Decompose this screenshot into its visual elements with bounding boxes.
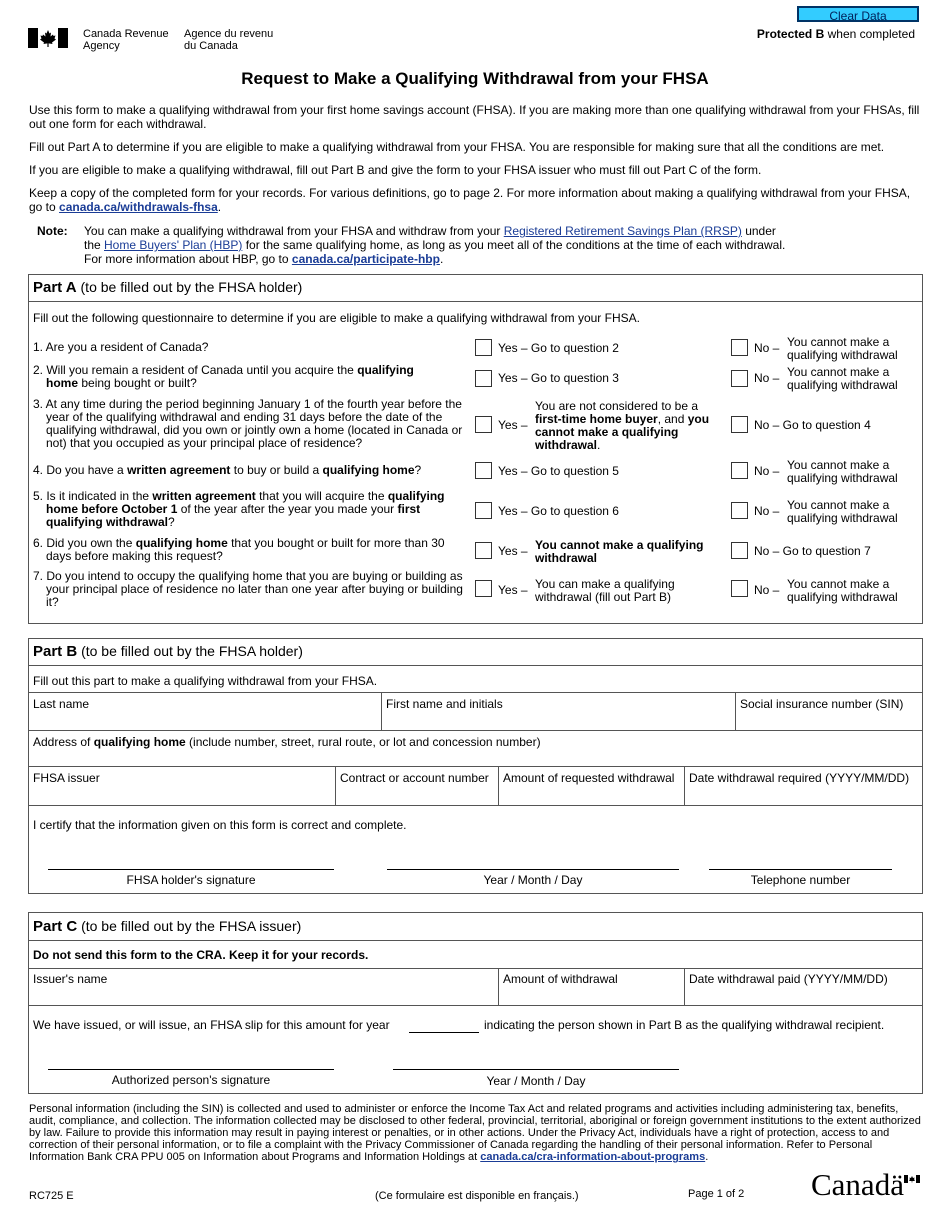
- q6-text-c: that you bought or built for more than 30 days before making this request?: [46, 536, 445, 563]
- issuer-date-line[interactable]: [393, 1069, 679, 1070]
- q4-no-checkbox[interactable]: [731, 462, 748, 479]
- note-l1-end: under: [741, 224, 776, 238]
- q2-text-b: qualifying: [357, 363, 414, 377]
- issuer-name-label: Issuer's name: [33, 972, 108, 986]
- wordmark-end: ä: [890, 1167, 904, 1202]
- q5-no-label: No –: [754, 504, 780, 518]
- canada-flag-icon: [28, 28, 68, 48]
- question-5: [33, 490, 466, 529]
- rrsp-link[interactable]: Registered Retirement Savings Plan (RRSP): [503, 224, 742, 238]
- address-label-c: (include number, street, rural route, or lot and concession number): [185, 735, 541, 749]
- canada-wordmark: [811, 1168, 904, 1202]
- q1-no-result: [787, 336, 898, 362]
- privacy-notice: [29, 1103, 924, 1163]
- q3-yes-checkbox[interactable]: [475, 416, 492, 433]
- q4-text-d: qualifying home: [322, 463, 415, 477]
- french-availability: (Ce formulaire est disponible en français.): [375, 1190, 579, 1202]
- agency-en-line1: Canada Revenue: [83, 28, 169, 40]
- protected-status: [757, 27, 915, 41]
- q3-yes-result-a: You are not considered to be a: [535, 399, 699, 413]
- withdrawals-fhsa-link[interactable]: canada.ca/withdrawals-fhsa: [59, 200, 218, 214]
- holder-date-line[interactable]: [387, 869, 679, 870]
- q7-yes-result-l1: You can make a qualifying: [535, 577, 675, 591]
- authorized-signature-line[interactable]: [48, 1069, 334, 1070]
- question-6: [33, 537, 466, 563]
- part-a-instruction: Fill out the following questionnaire to determine if you are eligible to make a qualifying withdrawal from your FHSA.: [33, 311, 640, 325]
- intro-p4-text: Keep a copy of the completed form for your records. For various definitions, go to page 2. For more information about making a qualifying withdrawal from your FHSA, go to: [29, 186, 911, 214]
- q7-yes-checkbox[interactable]: [475, 580, 492, 597]
- q2-no-checkbox[interactable]: [731, 370, 748, 387]
- sin-field[interactable]: [737, 711, 921, 728]
- address-label: [33, 735, 541, 749]
- issuer-name-field[interactable]: [30, 986, 496, 1004]
- q5-text-e: of the year after the year you made your: [177, 502, 398, 516]
- requested-amount-label: Amount of requested withdrawal: [503, 771, 675, 785]
- note-l3-end: .: [439, 252, 444, 266]
- page-number: Page 1 of 2: [688, 1188, 745, 1200]
- q2-text-c: home: [46, 376, 79, 390]
- q3-no-checkbox[interactable]: [731, 416, 748, 433]
- part-a-heading: [33, 279, 302, 296]
- q4-no-result-l2: qualifying withdrawal: [787, 471, 898, 485]
- date-required-label: Date withdrawal required (YYYY/MM/DD): [689, 771, 910, 785]
- part-a-subtitle: (to be filled out by the FHSA holder): [76, 279, 303, 295]
- agency-fr-line2: du Canada: [184, 40, 238, 52]
- note-label: Note:: [37, 224, 68, 238]
- q2-no-result: [787, 366, 898, 392]
- q5-text-d: qualifying home before October 1: [46, 489, 445, 516]
- holder-signature-label: FHSA holder's signature: [126, 873, 256, 887]
- q7-no-result: [787, 578, 898, 604]
- q5-yes-checkbox[interactable]: [475, 502, 492, 519]
- q5-no-result: [787, 499, 898, 525]
- question-2: [33, 364, 463, 390]
- question-4: [33, 464, 463, 477]
- note-line2: [84, 238, 924, 252]
- q5-no-result-l1: You cannot make a: [787, 498, 890, 512]
- page-title: Request to Make a Qualifying Withdrawal from your FHSA: [241, 69, 709, 88]
- protected-level: Protected B: [756, 27, 825, 41]
- part-c-warning: Do not send this form to the CRA. Keep it for your records.: [33, 948, 369, 962]
- question-7: 7. Do you intend to occupy the qualifying home that you are buying or building as your principal place of residence no later than one year after buying or building it?: [33, 569, 463, 609]
- holder-signature-line[interactable]: [48, 869, 334, 870]
- q3-yes-result-c: , and: [657, 412, 688, 426]
- certify-text: I certify that the information given on this form is correct and complete.: [33, 818, 407, 832]
- q5-text-a: 5. Is it indicated in the: [33, 489, 153, 503]
- agency-name-en: [83, 28, 169, 52]
- q4-no-result: [787, 459, 898, 485]
- q6-no-checkbox[interactable]: [731, 542, 748, 559]
- requested-amount-field[interactable]: [500, 786, 682, 804]
- q5-text-g: ?: [168, 515, 175, 529]
- contract-label: Contract or account number: [340, 771, 489, 785]
- telephone-label: Telephone number: [750, 873, 851, 887]
- last-name-field[interactable]: [30, 711, 379, 728]
- q6-text-a: 6. Did you own the: [33, 536, 136, 550]
- q4-text-e: ?: [414, 463, 422, 477]
- intro-section: [29, 103, 924, 214]
- authorized-signature-label: Authorized person's signature: [111, 1073, 271, 1087]
- q6-yes-checkbox[interactable]: [475, 542, 492, 559]
- part-a-title: Part A: [33, 279, 77, 296]
- withdrawal-amount-label: Amount of withdrawal: [503, 972, 618, 986]
- date-paid-field[interactable]: [686, 986, 921, 1004]
- q5-text-c: that you will acquire the: [255, 489, 388, 503]
- intro-p3: If you are eligible to make a qualifying withdrawal, fill out Part B and give the form to your FHSA issuer who must fill out Part C of the form.: [29, 163, 762, 177]
- part-c-heading: [33, 918, 301, 935]
- q5-text-b: written agreement: [152, 489, 256, 503]
- q1-no-label: No –: [754, 341, 780, 355]
- q2-no-result-l2: qualifying withdrawal: [787, 378, 898, 392]
- first-name-label: First name and initials: [386, 697, 503, 711]
- contract-field[interactable]: [337, 786, 496, 804]
- agency-name-fr: [184, 28, 273, 52]
- q7-no-label: No –: [754, 583, 780, 597]
- agency-fr-line1: Agence du revenu: [184, 28, 274, 40]
- part-b-title: Part B: [33, 643, 78, 660]
- q5-text-f: first qualifying withdrawal: [46, 502, 421, 529]
- part-b-heading: [33, 643, 303, 660]
- q2-text-a: 2. Will you remain a resident of Canada until you acquire the: [33, 363, 358, 377]
- q7-no-result-l1: You cannot make a: [787, 577, 890, 591]
- q6-yes-label: Yes –: [498, 544, 528, 558]
- q2-yes-checkbox[interactable]: [475, 370, 492, 387]
- q7-yes-label: Yes –: [498, 583, 528, 597]
- form-number: RC725 E: [29, 1190, 74, 1202]
- q4-text-a: 4. Do you have a: [33, 463, 128, 477]
- q6-no-label: No – Go to question 7: [754, 544, 871, 558]
- intro-p2: Fill out Part A to determine if you are eligible to make a qualifying withdrawal from your FHSA. You are responsible for making sure that all the conditions are met.: [29, 140, 885, 154]
- first-name-field[interactable]: [383, 711, 733, 728]
- protected-rest: when completed: [824, 27, 915, 41]
- telephone-line[interactable]: [709, 869, 892, 870]
- wordmark-text: Canad: [811, 1167, 891, 1202]
- intro-p1: Use this form to make a qualifying withdrawal from your first home savings account (FHSA). If you are making more than one qualifying withdrawal from your FHSAs, fill out one form for each withdrawal.: [29, 103, 920, 131]
- q7-yes-result-l2: withdrawal (fill out Part B): [535, 590, 672, 604]
- q1-yes-label: Yes – Go to question 2: [498, 341, 619, 355]
- issued-text-pre: We have issued, or will issue, an FHSA slip for this amount for year: [33, 1018, 390, 1032]
- q3-yes-result-e: .: [597, 438, 601, 452]
- intro-p4: [29, 186, 924, 214]
- q7-no-result-l2: qualifying withdrawal: [787, 590, 898, 604]
- q4-no-result-l1: You cannot make a: [787, 458, 890, 472]
- part-b-instruction: Fill out this part to make a qualifying withdrawal from your FHSA.: [33, 674, 378, 688]
- wordmark-flag-icon: [904, 1172, 920, 1186]
- q4-text-b: written agreement: [127, 463, 231, 477]
- q2-no-label: No –: [754, 371, 780, 385]
- issuer-field[interactable]: [30, 786, 333, 804]
- q3-yes-result-b: first-time home buyer: [535, 412, 658, 426]
- q4-yes-label: Yes – Go to question 5: [498, 464, 619, 478]
- q4-yes-checkbox[interactable]: [475, 462, 492, 479]
- q3-yes-result: [535, 400, 725, 452]
- date-paid-label: Date withdrawal paid (YYYY/MM/DD): [689, 972, 888, 986]
- privacy-end: .: [705, 1151, 709, 1163]
- note-l3-text: For more information about HBP, go to: [84, 252, 292, 266]
- note-l2-end: for the same qualifying home, as long as you meet all of the conditions at the time of each withdrawal.: [242, 238, 786, 252]
- note-l2-text: the: [84, 238, 105, 252]
- q1-no-result-l1: You cannot make a: [787, 335, 890, 349]
- note-l1-text: You can make a qualifying withdrawal from your FHSA and withdraw from your: [84, 224, 504, 238]
- privacy-text: Personal information (including the SIN) is collected and used to administer or enforce the Income Tax Act and related programs and activities including administering tax, benefits, audit, compliance, and collection. The information collected may be disclosed to other federal, provincial, territorial, aboriginal or foreign government institutions to the extent authorized by law. Failure to provide this information may result in paying interest or penalties, or in other actions. Under the Privacy Act, individuals have a right of protection, access to and correction of their personal information, or to file a complaint with the Privacy Commissioner of Canada regarding the handling of their personal information. Refer to Personal Information Bank CRA PPU 005 on Information about Programs and Information Holdings at: [29, 1103, 921, 1163]
- address-label-a: Address of: [33, 735, 94, 749]
- note-text: [84, 224, 924, 266]
- part-b-subtitle: (to be filled out by the FHSA holder): [77, 643, 303, 659]
- question-1: 1. Are you a resident of Canada?: [33, 340, 209, 354]
- q3-no-label: No – Go to question 4: [754, 418, 871, 432]
- agency-en-line2: Agency: [83, 40, 120, 52]
- q3-yes-label: Yes –: [498, 418, 528, 432]
- q2-text-d: being bought or built?: [78, 376, 197, 390]
- q7-yes-result: [535, 578, 675, 604]
- part-c-title: Part C: [33, 918, 78, 935]
- address-field[interactable]: [30, 749, 921, 765]
- question-3: 3. At any time during the period beginning January 1 of the fourth year before the year of the qualifying withdrawal and ending 31 days before the date of the qualifying withdrawal, did you own or jointly own a home (located in Canada or not) that you occupied as your principal place of residence?: [33, 397, 463, 450]
- last-name-label: Last name: [33, 697, 90, 711]
- q4-text-c: to buy or build a: [230, 463, 323, 477]
- q6-text-b: qualifying home: [135, 536, 228, 550]
- address-label-b: qualifying home: [93, 735, 186, 749]
- part-c-subtitle: (to be filled out by the FHSA issuer): [77, 918, 302, 934]
- q5-yes-label: Yes – Go to question 6: [498, 504, 619, 518]
- issued-text-post: indicating the person shown in Part B as the qualifying withdrawal recipient.: [484, 1018, 885, 1032]
- clear-data-button[interactable]: Clear Data: [797, 6, 919, 22]
- q3-yes-result-d: you cannot make a qualifying withdrawal: [535, 412, 710, 452]
- note-line3: [84, 252, 924, 266]
- participate-hbp-link[interactable]: canada.ca/participate-hbp: [291, 252, 440, 266]
- issuer-label: FHSA issuer: [33, 771, 100, 785]
- q6-yes-result: You cannot make a qualifying withdrawal: [535, 538, 704, 565]
- q2-yes-label: Yes – Go to question 3: [498, 371, 619, 385]
- cra-information-link[interactable]: canada.ca/cra-information-about-programs: [480, 1151, 706, 1163]
- q4-no-label: No –: [754, 464, 780, 478]
- slip-year-field[interactable]: [409, 1032, 479, 1033]
- intro-p4-end: .: [217, 200, 222, 214]
- sin-label: Social insurance number (SIN): [740, 697, 904, 711]
- issuer-date-label: Year / Month / Day: [486, 1074, 586, 1088]
- q5-no-result-l2: qualifying withdrawal: [787, 511, 898, 525]
- q1-yes-checkbox[interactable]: [475, 339, 492, 356]
- hbp-link[interactable]: Home Buyers' Plan (HBP): [104, 238, 243, 252]
- q1-no-checkbox[interactable]: [731, 339, 748, 356]
- q2-no-result-l1: You cannot make a: [787, 365, 890, 379]
- note-line1: [84, 224, 924, 238]
- q7-no-checkbox[interactable]: [731, 580, 748, 597]
- date-required-field[interactable]: [686, 786, 921, 804]
- holder-date-label: Year / Month / Day: [483, 873, 583, 887]
- withdrawal-amount-field[interactable]: [500, 986, 682, 1004]
- q5-no-checkbox[interactable]: [731, 502, 748, 519]
- q1-no-result-l2: qualifying withdrawal: [787, 348, 898, 362]
